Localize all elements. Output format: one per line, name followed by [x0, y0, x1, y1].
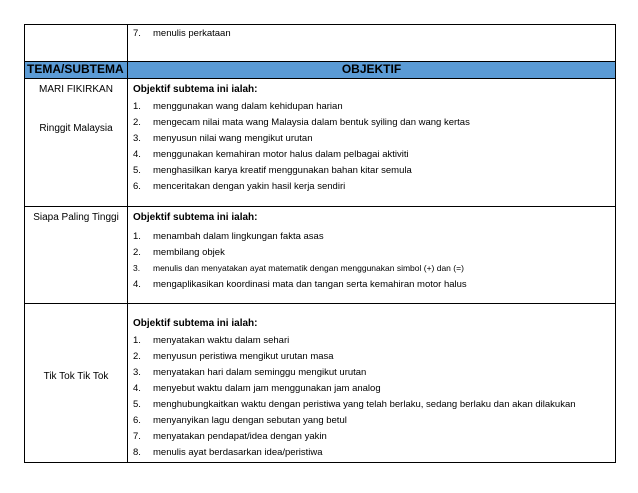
continuation-right-cell [128, 25, 616, 62]
item-text: menyatakan waktu dalam sehari [153, 335, 290, 346]
list-item [133, 383, 615, 399]
objektif-intro: Objektif subtema ini ialah: [133, 318, 258, 329]
objektif-cell [128, 207, 616, 304]
list-item [133, 117, 615, 133]
item-number: 7. [133, 28, 141, 39]
item-number: 4. [133, 149, 141, 160]
item-number: 2. [133, 247, 141, 258]
item-number: 5. [133, 399, 141, 410]
item-number: 4. [133, 279, 141, 290]
item-number: 1. [133, 335, 141, 346]
item-text: menulis dan menyatakan ayat matematik dengan menggunakan simbol (+) dan (=) [153, 263, 464, 273]
table-row [25, 304, 616, 463]
list-item [133, 231, 615, 247]
item-text: menyanyikan lagu dengan sebutan yang betul [153, 415, 347, 426]
item-text: menghubungkaitkan waktu dengan peristiwa yang telah berlaku, sedang berlaku dan akan dilakukan [153, 399, 576, 410]
item-number: 5. [133, 165, 141, 176]
list-item [133, 28, 615, 39]
item-text: mengecam nilai mata wang Malaysia dalam bentuk syiling dan wang kertas [153, 117, 470, 128]
continuation-row [25, 25, 616, 62]
item-text: menulis ayat berdasarkan idea/peristiwa [153, 447, 323, 458]
list-item [133, 133, 615, 149]
table-row [25, 79, 616, 207]
item-number: 3. [133, 367, 141, 378]
item-text: menambah dalam lingkungan fakta asas [153, 231, 324, 242]
subtema-cell [25, 207, 128, 304]
subtema-label: Tik Tok Tik Tok [43, 371, 109, 382]
continuation-list [128, 28, 615, 39]
item-text: mengaplikasikan koordinasi mata dan tangan serta kemahiran motor halus [153, 279, 467, 290]
list-item [133, 447, 615, 461]
subtema-cell [25, 79, 128, 207]
item-text: menggunakan kemahiran motor halus dalam pelbagai aktiviti [153, 149, 409, 160]
tema-label: MARI FIKIRKAN [39, 84, 113, 95]
list-item [133, 165, 615, 181]
item-text: menyatakan pendapat/idea dengan yakin [153, 431, 327, 442]
objektif-intro: Objektif subtema ini ialah: [133, 84, 258, 95]
item-number: 8. [133, 447, 141, 458]
list-item [133, 351, 615, 367]
list-item [133, 431, 615, 447]
item-text: menulis perkataan [153, 28, 231, 39]
list-item [133, 149, 615, 165]
objektif-intro: Objektif subtema ini ialah: [133, 212, 258, 223]
list-item [133, 399, 615, 415]
item-text: membilang objek [153, 247, 225, 258]
objektif-cell [128, 304, 616, 463]
item-number: 1. [133, 101, 141, 112]
list-item [133, 263, 615, 279]
item-number: 3. [133, 133, 141, 144]
item-number: 3. [133, 263, 141, 273]
item-text: menceritakan dengan yakin hasil kerja sendiri [153, 181, 346, 192]
item-number: 1. [133, 231, 141, 242]
item-number: 6. [133, 415, 141, 426]
objectives-table [24, 24, 616, 463]
list-item [133, 335, 615, 351]
subtema-label: Siapa Paling Tinggi [33, 212, 119, 223]
table-row [25, 207, 616, 304]
item-number: 7. [133, 431, 141, 442]
continuation-left-cell [25, 25, 128, 62]
list-item [133, 181, 615, 197]
item-number: 2. [133, 117, 141, 128]
item-text: menghasilkan karya kreatif menggunakan bahan kitar semula [153, 165, 412, 176]
header-tema-subtema: TEMA/SUBTEMA [25, 62, 128, 79]
item-text: menyusun peristiwa mengikut urutan masa [153, 351, 334, 362]
item-number: 4. [133, 383, 141, 394]
item-text: menggunakan wang dalam kehidupan harian [153, 101, 343, 112]
header-objektif: OBJEKTIF [128, 62, 616, 79]
objektif-cell [128, 79, 616, 207]
list-item [133, 367, 615, 383]
list-item [133, 101, 615, 117]
subtema-cell [25, 304, 128, 463]
list-item [133, 279, 615, 295]
list-item [133, 247, 615, 263]
objektif-list [128, 101, 615, 197]
item-number: 6. [133, 181, 141, 192]
table-header-row [25, 62, 616, 79]
list-item [133, 415, 615, 431]
objektif-list [128, 231, 615, 295]
item-text: menyatakan hari dalam seminggu mengikut urutan [153, 367, 367, 378]
objektif-list [128, 335, 615, 461]
item-number: 2. [133, 351, 141, 362]
item-text: menyusun nilai wang mengikut urutan [153, 133, 313, 144]
subtema-label: Ringgit Malaysia [39, 123, 113, 134]
item-text: menyebut waktu dalam jam menggunakan jam analog [153, 383, 381, 394]
